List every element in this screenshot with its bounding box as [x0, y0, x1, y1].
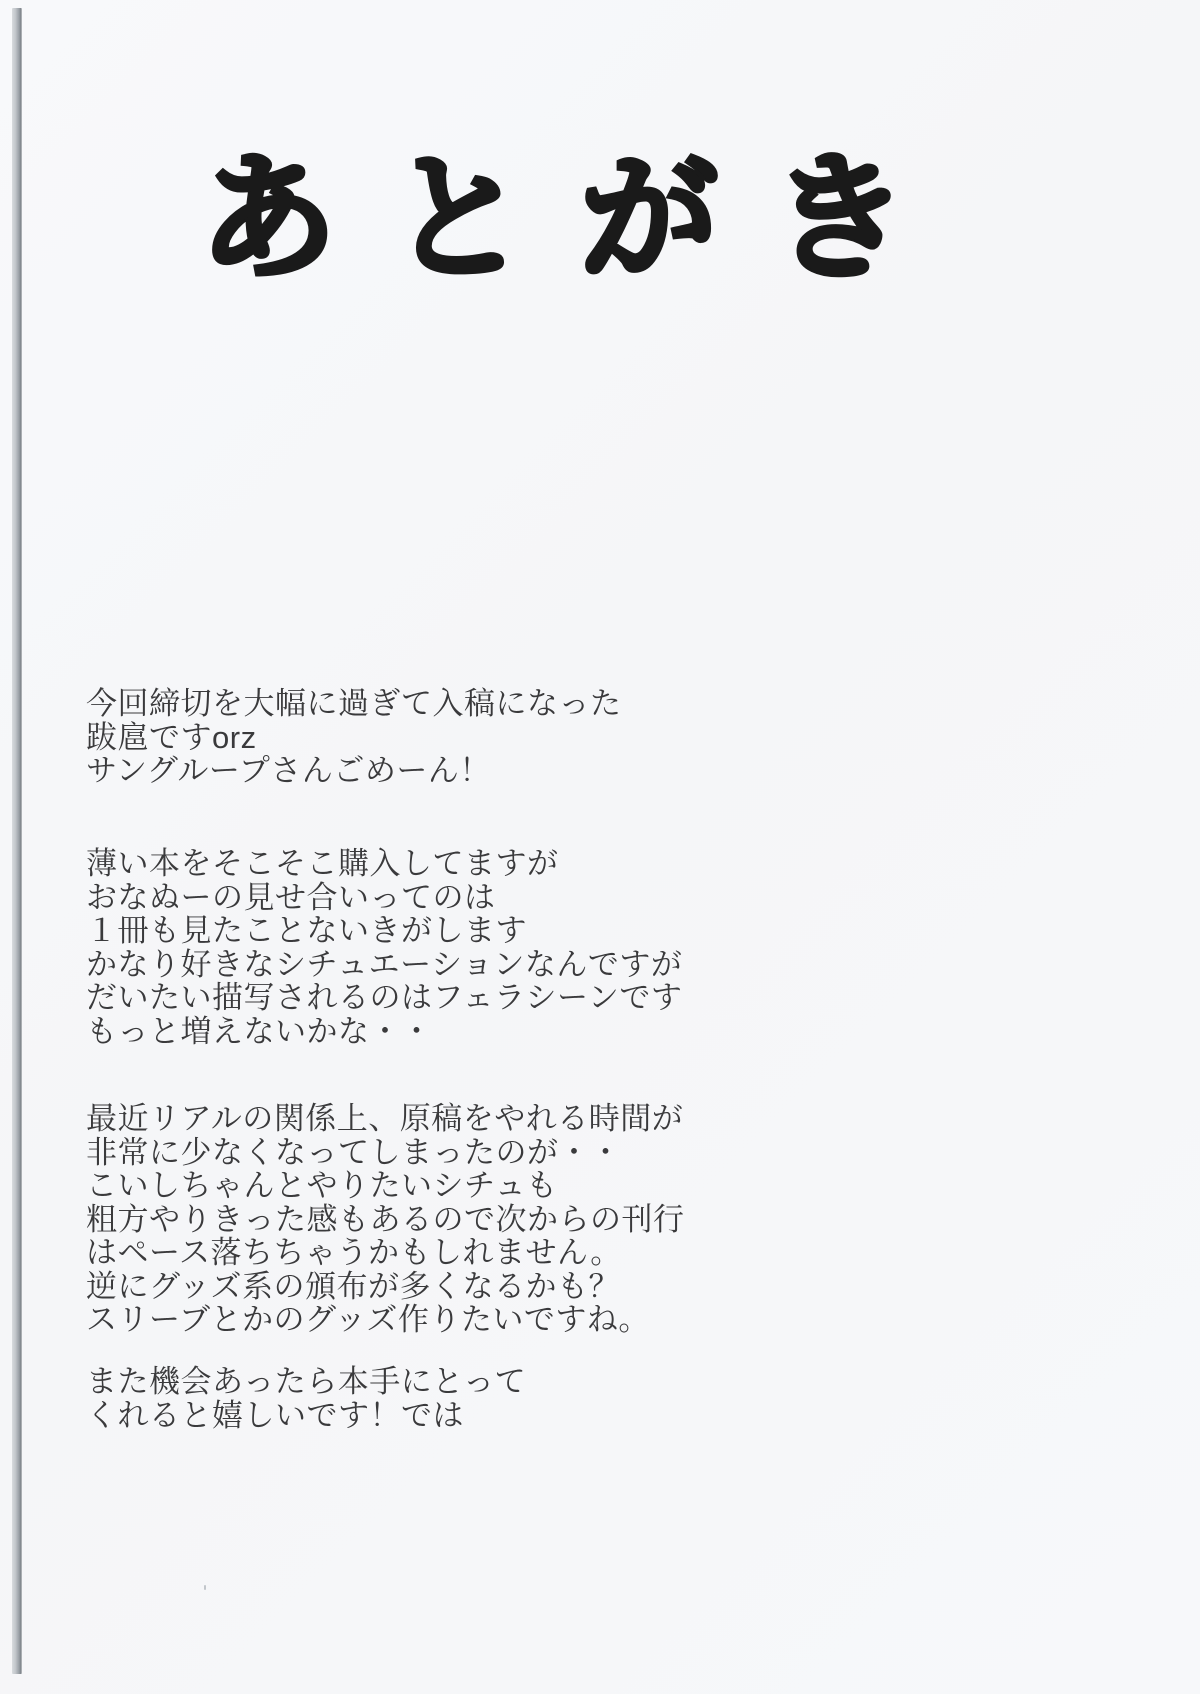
scan-binding-edge: [12, 8, 22, 1674]
text-line: くれると嬉しいです！では: [86, 1397, 464, 1433]
paragraph-closing: [86, 1365, 526, 1432]
text-line: １冊も見たことないきがします: [86, 913, 527, 948]
text-line: スリーブとかのグッズ作りたいですね。: [86, 1302, 650, 1337]
paragraph-apology: [86, 687, 622, 788]
scan-speck: [204, 1585, 206, 1590]
text-line: こいしちゃんとやりたいシチュも: [86, 1168, 558, 1203]
text-line: もっと増えないかな・・: [86, 1013, 433, 1049]
paragraph-doujin-thoughts: [86, 847, 682, 1048]
text-line: おなぬーの見せ合いってのは: [86, 879, 496, 915]
page-title: あとがき: [199, 142, 961, 296]
text-line: はペース落ちちゃうかもしれません。: [86, 1235, 622, 1270]
text-line: 今回締切を大幅に過ぎて入稿になった: [86, 686, 622, 721]
text-line: また機会あったら本手にとって: [86, 1364, 527, 1399]
text-line: 最近リアルの関係上、原稿をやれる時間が: [86, 1101, 684, 1136]
text-line: 非常に少なくなってしまったのが・・: [86, 1134, 622, 1170]
text-line: 逆にグッズ系の頒布が多くなるかも？: [86, 1268, 620, 1304]
text-line: サングループさんごめーん！: [86, 753, 491, 788]
text-line: かなり好きなシチュエーションなんですが: [86, 946, 683, 982]
text-line: だいたい描写されるのはフェラシーンです: [86, 980, 683, 1015]
paragraph-future-plans: [86, 1102, 685, 1337]
text-line: 跋扈ですorz: [86, 719, 257, 755]
text-line: 薄い本をそこそこ購入してますが: [86, 846, 559, 881]
text-line: 粗方やりきった感もあるので次からの刊行: [86, 1201, 685, 1237]
